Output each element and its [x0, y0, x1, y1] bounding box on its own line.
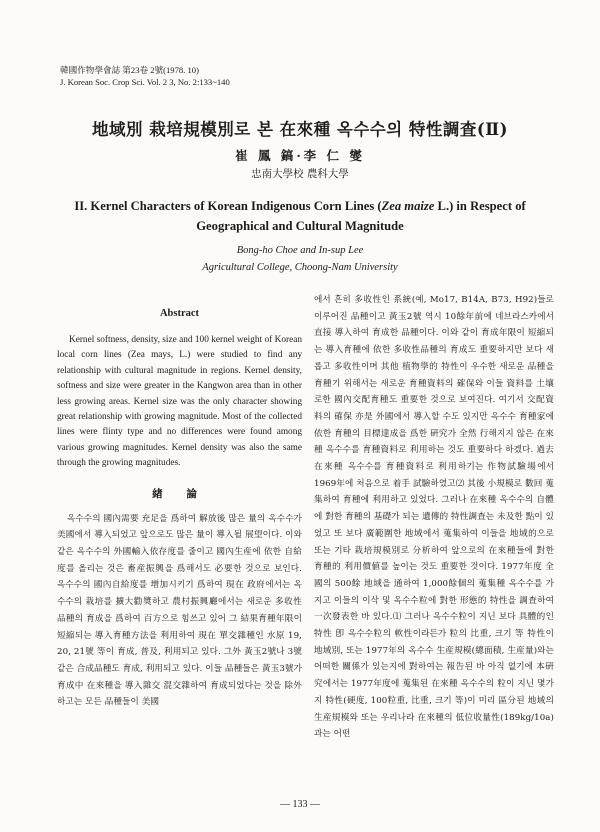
page-number: — 133 — [280, 799, 320, 810]
introduction-heading: 緖 論 [152, 487, 207, 500]
right-column [314, 292, 554, 743]
journal-header [60, 64, 230, 88]
authors-english: Bong-ho Choe and In-sup Lee [236, 245, 364, 256]
paper-title-korean: 地域別 栽培規模別로 본 在來種 옥수수의 特性調査(Ⅱ) [92, 120, 508, 139]
affiliation-english: Agricultural College, Choong-Nam University [202, 262, 398, 273]
authors-korean: 崔 鳳 鎬·李 仁 燮 [235, 148, 365, 163]
title-en-species: Zea maize [381, 199, 435, 213]
title-en-part2: L.) in Respect of Geographical and Cultural Magnitude [196, 199, 526, 233]
journal-line-english: J. Korean Soc. Crop Sci. Vol. 2 3, No. 2:133~140 [60, 77, 230, 87]
title-en-part1: II. Kernel Characters of Korean Indigenous Corn Lines ( [74, 199, 382, 213]
introduction-text: 옥수수의 國內需要 充足을 爲하여 解放後 많은 量의 옥수수가 美國에서 導入되었고 앞으로도 많은 量이 導入될 展望이다. 이와 같은 옥수수의 外國輸入依存度를 줄이고 國內生産에 依한 自給度를 올리는 것은 畜産振興을 爲해서도 必要한 것으로 보인다. 옥수수의 國內自給度를 增加시키기 爲하여 現在 政府에서는 옥수수의 栽培를 擴大勸奬하고 農村振興廳에서는 새로운 多收性品種의 育成을 爲하여 百方으로 힘쓰고 있어 그 結果育種年限이 短縮되는 導入育種方法을 利用하여 現在 單交雜種인 水原 19, 20, 21號 等이 育成, 普及, 利用되고 있다. 그外 黃玉2號나 3號같은 合成品種도 育成, 利用되고 있다. 이들 品種들은 黃玉3號가 育成中 在來種을 導入雜交 混交雜하여 育成되었다는 것을 除外하고는 모든 品種들이 美國 [57, 513, 302, 708]
paper-title-english [60, 196, 540, 236]
introduction-continued-text: 에서 흔히 多收性인 系統(예, Mo17, B14A, B73, H92)들로 이루어진 品種이고 黃玉2號 역시 10餘年前에 네브라스카에서 直接 導入하여 育成한 品種이다. 이와 같이 育成年限이 短縮되는 導入育種에 依한 多收性品種의 育成도 重要하지만 보다 새롭고 多收性이며 其他 植物學的 特性이 우수한 새로운 品種을 育種기 위해서는 새로운 育種資料의 確保와 이들 資料를 土壤로한 國內交配育種도 重要한 것으로 보여진다. 여기서 交配資料의 確保 亦是 外國에서 導入할 수도 있지만 옥수수 育種家에 依한 育種의 目標達成을 爲한 硏究가 全然 行해지지 않은 在來種 옥수수를 育種資料로 利用하는 것도 重要하다 하겠다. 過去 在來種 옥수수를 育種資料로 利用하기는 作物試驗場에서 1969年에 처음으로 着手 試驗하였고⑵ 其後 小規模로 數回 蒐集하여 育種에 利用하고 있었다. 그러나 在來種 옥수수의 自體에 對한 育種의 基礎가 되는 遺傳的 特性調査는 未及한 點이 있었고 또 보다 廣範圍한 地域에서 蒐集하여 이들을 地域的으로 또는 기타 栽培規模別로 分析하여 앞으로의 在來種들에 對한 育種的 利用價値를 높이는 것도 重要한 것이다. 1977年度 全國의 500餘 地域을 通하여 1,000餘個의 蒐集種 옥수수를 가지고 이들의 이삭 및 옥수수粒에 對한 形態的 特性을 調査하여 一次發表한 바 있다.⑴ 그러나 옥수수粒이 지닌 보다 具體的인 特性 卽 옥수수粒의 軟性이라든가 粒의 比重, 크기 等 特性이 地域別, 또는 1977年의 옥수수 生産規模(總面積, 生産量)와는 어떠한 關係가 있는지에 對하여는 報告된 바 아직 없기에 本硏究에서는 1977年度에 蒐集된 在來種 옥수수의 粒이 지닌 몇가지 特性(硬度, 100粒重, 比重, 크기 等)이 미리 區分된 地域의 生産規模와 또는 우리나라 在來種의 低位收量性(189kg/10a)과는 어떤 [314, 295, 554, 740]
abstract-text: Kernel softness, density, size and 100 kernel weight of Korean local corn lines (Zea mays, L.) were studied to find any relationship with cultural magnitude in regions. Kernel density, softness and size were greater in the Kangwon area than in other less growing areas. Kernel size was the only character showing great relationship with growing magnitude. Most of the collected lines were flinty type and no differences were found among various growing magnitudes. Kernel density was also the same through the growing magnitudes. [57, 335, 302, 469]
affiliation-korean: 忠南大學校 農科大學 [251, 168, 349, 180]
abstract-heading: Abstract [159, 308, 200, 319]
left-column [57, 292, 302, 711]
journal-line-korean: 韓國作物學會誌 第23卷 2號(1978. 10) [60, 65, 199, 75]
